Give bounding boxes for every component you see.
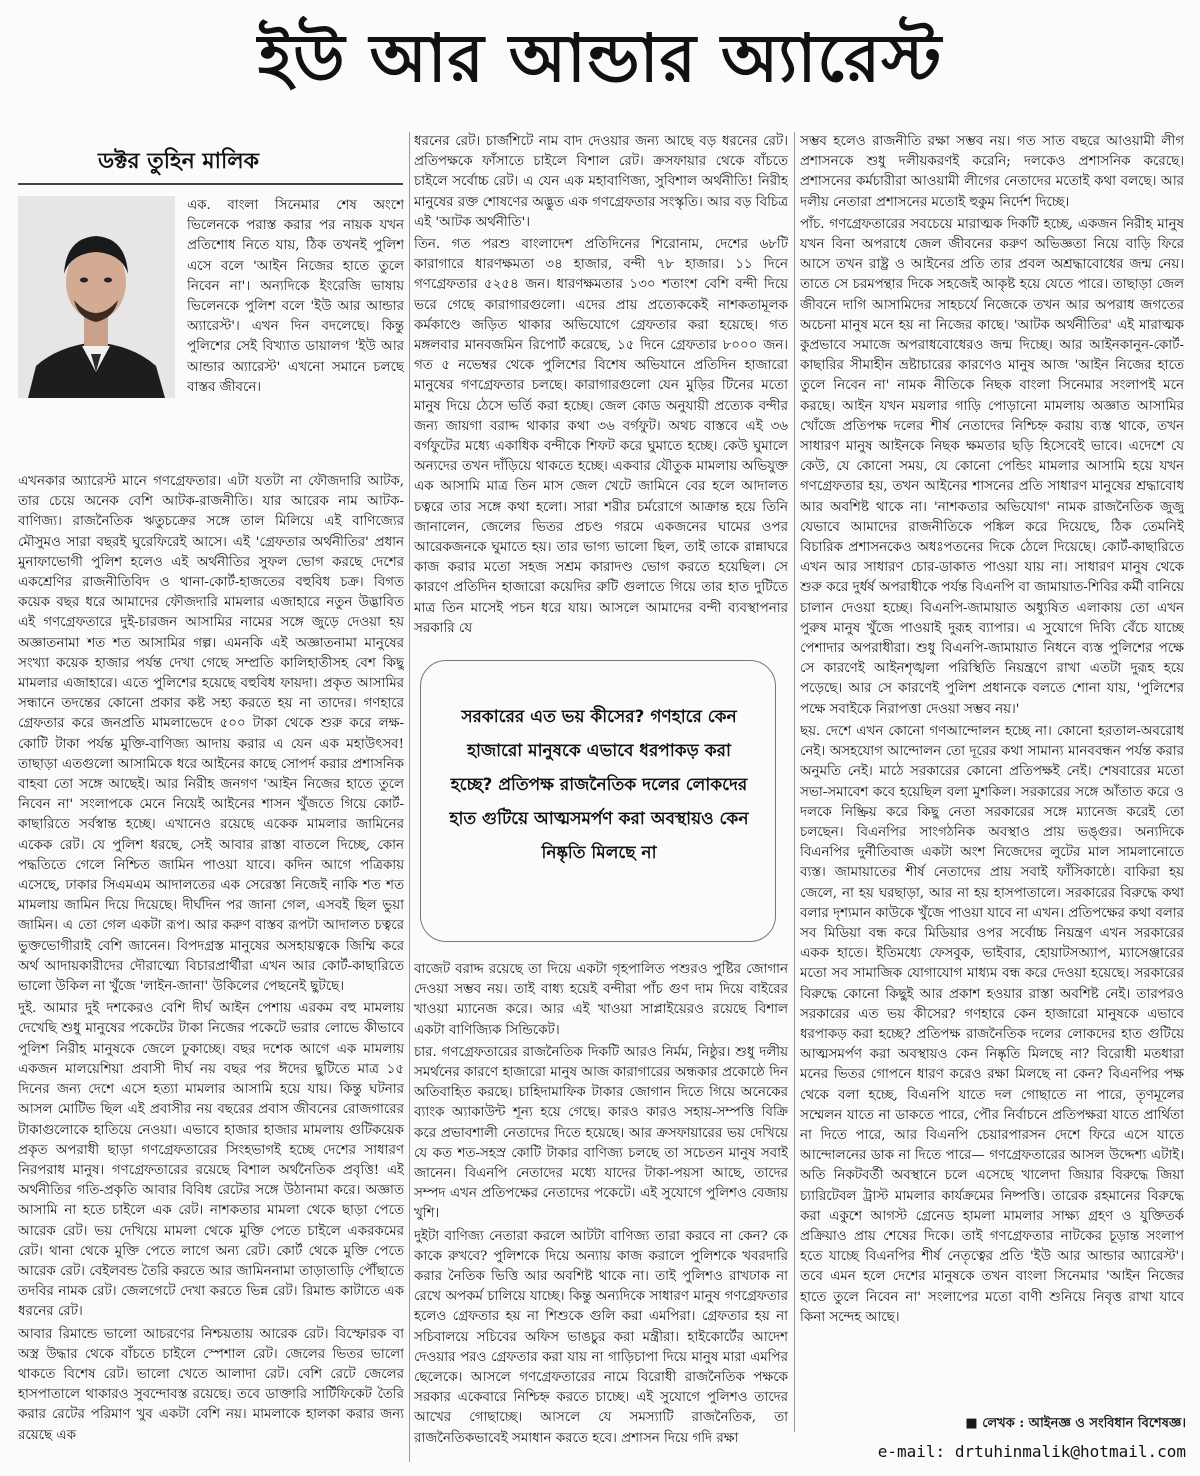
paragraph-section-two: দুই. আমার দুই দশকেরও বেশি দীর্ঘ আইন পেশায় এরকম বহু মামলায় দেখেছি শুধু মানুষের পকেটের টাকা নিজের পকেটে ভরার লোভে কীভাবে পুলিশ নিরীহ মানুষকে জেলে ঢুকাচ্ছে। বছর দশেক আগে এক মামলায় একজন মালয়েশিয়া প্রবাসী দীর্ঘ নয় বছর পর ঈদের ছুটিতে মাত্র ১৫ দিনের জন্য দেশে এসে হত্যা মামলার আসামি হয়ে যায়। কিন্তু ঘটনার আসল মোটিভ ছিল এই প্রবাসীর নয় বছরের প্রবাস জীবনের রোজগারের টাকাগুলোকে হাতিয়ে নেওয়া। এভাবে হাজার হাজার মামলায় গুটিকয়েক প্রকৃত অপরাধী ছাড়া গণগ্রেফতারের সিংহভাগই হচ্ছে দেশের সাধারণ নিরপরাধ মানুষ। গণগ্রেফতারের রয়েছে বিশাল অর্থনৈতিক প্রবৃত্তি! এই অর্থনীতির গতি-প্রকৃতি আবার বিবিধ রেটের সঙ্গে উঠানামা করে। অজ্ঞাত আসামি না হতে চাইলে এক রেট। নাশকতার মামলা থেকে ছাড়া পেতে আরেক রেট। ভয় দেখিয়ে মামলা থেকে মুক্তি পেতে চাইলে একরকমের রেট। থানা থেকে মুক্তি পেতে লাগে অন্য রেট। কোর্ট থেকে মুক্তি পেতে আরেক রেট। বেইলবন্ড তৈরি করতে আর জামিননামা তাড়াতাড়ি পৌঁছাতে তদবির নামক রেট। জেলগেটে দেখা করতে ভিন্ন রেট। রিমান্ড কাটাতে এক ধরনের রেট। <box>18 1001 404 1320</box>
paragraph: দুইটা বাণিজ্য নেতারা করলে আটটা বাণিজ্য তারা করবে না কেন? কে কাকে রুখবে? পুলিশকে দিয়ে অন্যায় কাজ করালে পুলিশকে খবরদারি করার নৈতিক ভিত্তি আর অবশিষ্ট থাকে না। তাই পুলিশও রাখঢাক না রেখে অপকর্ম চালিয়ে যাচ্ছে। কিন্তু অন্যদিকে সাধারণ মানুষ গণগ্রেফতার হলেও গ্রেফতার হয় না শিশুকে গুলি করা এমপিরা। গ্রেফতার হয় না সচিবালয়ে সচিবের অফিস ভাঙচুর করা মন্ত্রীরা। হাইকোর্টের আদেশ দেওয়ার পরও গ্রেফতার করা যায় না গাড়িচাপা দিয়ে মানুষ মারা এমপির ছেলেকে। আসলে গণগ্রেফতারের নামে বিরোধী রাজনৈতিক পক্ষকে সরকার একেবারে নিশ্চিহ্ন করতে চাচ্ছে। এই সুযোগে পুলিশও তাদের আখের গোছাচ্ছে। আসলে যে সমস্যাটি রাজনৈতিক, তা রাজনৈতিকভাবেই সমাধান করতে হবে। প্রশাসন দিয়ে গদি রক্ষা <box>414 1228 788 1446</box>
article-column-2-bottom <box>414 960 788 1470</box>
article-column-1-intro <box>187 196 404 470</box>
byline-rule <box>18 183 403 185</box>
column-divider <box>409 132 410 1462</box>
paragraph-section-five: পাঁচ. গণগ্রেফতারের সবচেয়ে মারাত্মক দিকটি হচ্ছে, একজন নিরীহ মানুষ যখন বিনা অপরাধে জেল জীবনের করুণ অভিজ্ঞতা নিয়ে বাড়ি ফিরে আসে তখন রাষ্ট্র ও আইনের প্রতি তার প্রবল অশ্রদ্ধাবোধের জন্ম নেয়। তাতে সে চরমপন্থার দিকে সহজেই আকৃষ্ট হয়ে যেতে পারে। তাছাড়া জেল জীবনে দাগি আসামিদের সাহচর্যে নিজেকে তখন আর অপরাধ জগতের অচেনা মানুষ মনে হয় না নিজের কাছে। 'আটক অর্থনীতির' এই মারাত্মক কুপ্রভাবে সমাজে অপরাধবোধেরও জন্ম দিচ্ছে। আর আইনকানুন-কোর্ট-কাছারির সীমাহীন ভ্রষ্টাচারের কারণেও মানুষ আজ 'আইন নিজের হাতে তুলে নিবেন না' নামক নীতিকে নিছক বাংলা সিনেমার সংলাপই মনে করছে। আইন যখন ময়লার গাড়ি পোড়ানো মামলায় অজ্ঞাত আসামির খোঁজে প্রতিপক্ষ দলের শীর্ষ নেতাদের নিশ্চিহ্ন করায় ব্যস্ত থাকে, তখন সাধারণ মানুষ আইনকে নিছক ক্ষমতার ছড়ি হিসেবেই ভাবে। এদেশে যে কেউ, যে কোনো সময়, যে কোনো পেন্ডিং মামলার আসামি হয়ে যখন গণগ্রেফতার হয়, তখন আইনের শাসনের প্রতি সাধারণ মানুষের শ্রদ্ধাবোধ আর অবশিষ্ট থাকে না। 'নাশকতার অভিযোগ' নামক রাজনৈতিক জুজু যেভাবে আমাদের রাজনীতিকে পঙ্কিল করে দিয়েছে, ঠিক তেমনিই বিচারিক প্রশাসনকেও অধঃপতনের দিকে ঠেলে দিয়েছে। কোর্ট-কাছারিতে এখন আর সাধারণ চোর-ডাকাত পাওয়া যায় না। সাধারণ মানুষ থেকে শুরু করে দুর্ধর্ষ অপরাধীকে পর্যন্ত বিএনপি বা জামায়াত-শিবির কর্মী বানিয়ে চালান দেওয়া হচ্ছে। বিএনপি-জামায়াত অধ্যুষিত এলাকায় তো এখন পুরুষ মানুষ খুঁজে পাওয়াই দুরূহ ব্যাপার। এ সুযোগে দিব্যি বেঁচে যাচ্ছে পেশাদার অপরাধীরা। শুধু বিএনপি-জামায়াত নিধনে ব্যস্ত পুলিশের পক্ষে সে কারণেই আইনশৃঙ্খলা পরিস্থিতি নিয়ন্ত্রণে রাখা এতটা দুরূহ হয়ে পড়েছে। আর সে কারণেই পুলিশ প্রধানকে বলতে শোনা যায়, 'পুলিশের পক্ষে সবাইকে নিরাপত্তা দেওয়া সম্ভব নয়।' <box>800 216 1184 717</box>
author-photo <box>18 196 175 398</box>
paragraph-intro: এক. বাংলা সিনেমার শেষ অংশে ভিলেনকে পরাস্ত করার পর নায়ক যখন প্রতিশোধ নিতে যায়, ঠিক তখনই পুলিশ এসে বলে 'আইন নিজের হাতে তুলে নিবেন না'। অন্যদিকে ইংরেজি ভাষায় ভিলেনকে পুলিশ বলে 'ইউ আর আন্ডার অ্যারেস্ট'। এখন দিন বদলেছে। কিন্তু পুলিশের সেই বিখ্যাত ডায়ালগ 'ইউ আর আন্ডার অ্যারেস্ট' এখনো সমানে চলছে বাস্তব জীবনে। <box>187 198 404 395</box>
headline: ইউ আর আন্ডার অ্যারেস্ট <box>257 19 943 97</box>
paragraph: ধরনের রেট। চার্জশিটে নাম বাদ দেওয়ার জন্য আছে বড় ধরনের রেট। প্রতিপক্ষকে ফাঁসাতে চাইলে বিশাল রেট। ক্রসফায়ার থেকে বাঁচতে চাইলে সর্বোচ্চ রেট। এ যেন এক মহাবাণিজ্য, সুবিশাল অর্থনীতি! নিরীহ মানুষের রক্ত শোষণের অদ্ভুত এক গণগ্রেফতার সংস্কৃতি। আর বড় বিচিত্র এই 'আটক অর্থনীতি'। <box>414 134 788 230</box>
paragraph: সম্ভব হলেও রাজনীতি রক্ষা সম্ভব নয়। গত সাত বছরে আওয়ামী লীগ প্রশাসনকে শুধু দলীয়করণই করেনি; দলকেও প্রশাসনিক করেছে। প্রশাসনের কর্মচারীরা আওয়ামী লীগের নেতাদের মতোই কথা বলছে। আর দলীয় নেতারা প্রশাসনের মতোই হুকুম নির্দেশ দিচ্ছে। <box>800 134 1184 210</box>
author-portrait-image <box>18 196 175 398</box>
author-credit: ■ লেখক : আইনজ্ঞ ও সংবিধান বিশেষজ্ঞ। <box>965 1416 1186 1431</box>
paragraph-section-three: তিন. গত পরশু বাংলাদেশ প্রতিদিনের শিরোনাম, দেশের ৬৮টি কারাগারে ধারণক্ষমতা ৩৪ হাজার, বন্দী ৭৮ হাজার। ১১ দিনে গণগ্রেফতার ৫২৫৪ জন। ধারণক্ষমতার ১৩০ শতাংশ বেশি বন্দী দিয়ে ভরে গেছে কারাগারগুলো। এদের প্রায় প্রত্যেককেই নাশকতামূলক কর্মকাণ্ডে জড়িত থাকার অভিযোগে গ্রেফতার করা হয়েছে। গত মঙ্গলবার মানবজমিন রিপোর্ট করেছে, ১৫ দিনে গ্রেফতার ৮০০০ জন। গত ৫ নভেম্বর থেকে পুলিশের বিশেষ অভিযানে প্রতিদিন হাজারো মানুষের গণগ্রেফতার চলছে। কারাগারগুলো যেন মুড়ির টিনের মতো মানুষ দিয়ে ঠেসে ভর্তি করা হচ্ছে। জেল কোড অনুযায়ী প্রত্যেক বন্দীর জন্য জায়গা বরাদ্দ থাকার কথা ৩৬ বর্গফুট। অথচ বাস্তবে এই ৩৬ বর্গফুটের মধ্যে একাধিক বন্দীকে শিফট করে ঘুমাতে হচ্ছে। কেউ ঘুমালে অন্যদের তখন দাঁড়িয়ে থাকতে হচ্ছে। একবার যৌতুক মামলায় অভিযুক্ত এক আসামি মাত্র তিন মাস জেল খেটে জামিনে বের হলে আদালত চত্বরে তার সঙ্গে কথা হলো। সারা শরীর চর্মরোগে আক্রান্ত হয়ে তিনি জানালেন, জেলের ভিতর প্রচণ্ড গরমে একজনের ঘামের ওপর আরেকজনকে ঘুমাতে হয়। তার ভাগ্য ভালো ছিল, তাই তাকে রান্নাঘরে কাজ করার মতো সহজ সশ্রম কারাদণ্ড ভোগ করতে হয়েছিল। সে কারণে প্রতিদিন হাজারো কয়েদির রুটি গুলাতে গিয়ে তার হাত দুটিতে মাত্র তিন মাসেই পচন ধরে যায়। আসলে আমাদের বন্দী ব্যবস্থাপনার সরকারি যে <box>414 237 788 636</box>
article-column-1 <box>18 472 404 1472</box>
author-email: e-mail: drtuhinmalik@hotmail.com <box>877 1442 1186 1461</box>
pull-quote-text: সরকারের এত ভয় কীসের? গণহারে কেন হাজারো মানুষকে এভাবে ধরপাকড় করা হচ্ছে? প্রতিপক্ষ রাজনৈতিক দলের লোকদের হাত গুটিয়ে আত্মসমর্পণ করা অবস্থায়ও কেন নিষ্কৃতি মিলছে না <box>449 707 749 863</box>
article-column-3 <box>800 132 1184 1436</box>
author-byline: ডক্টর তুহিন মালিক <box>98 148 260 174</box>
paragraph: বাজেট বরাদ্দ রয়েছে তা দিয়ে একটা গৃহপালিত পশুরও পুষ্টির জোগান দেওয়া সম্ভব নয়। তাই বাধ্য হয়েই বন্দীরা পাঁচ গুণ দাম দিয়ে বাইরের খাওয়া ম্যানেজ করে। আর এই খাওয়া সাপ্লাইয়েরও রয়েছে বিশাল একটা বাণিজ্যিক সিন্ডিকেট। <box>414 962 788 1038</box>
paragraph-section-four: চার. গণগ্রেফতারের রাজনৈতিক দিকটি আরও নির্মম, নিষ্ঠুর। শুধু দলীয় সমর্থনের কারণে হাজারো মানুষ আজ কারাগারের অন্ধকার প্রকোষ্ঠে দিন অতিবাহিত করছে। চাহিদামাফিক টাকার জোগান দিতে গিয়ে অনেকের ব্যাংক অ্যাকাউন্ট শূন্য হয়ে গেছে। কারও কারও সহায়-সম্পত্তি বিক্রি করে প্রভাবশালী নেতাদের দিতে হয়েছে। আর ক্রসফায়ারের ভয় দেখিয়ে যে কত শত-সহস্র কোটি টাকার বাণিজ্য চলছে তা সচেতন মানুষ সবাই জানেন। বিএনপি নেতাদের মধ্যে যাদের টাকা-পয়সা আছে, তাদের সম্পদ এখন প্রতিপক্ষের নেতাদের পকেটে। এই সুযোগে পুলিশও বেজায় খুশি। <box>414 1044 788 1222</box>
paragraph: আবার রিমান্ডে ভালো আচরণের নিশ্চয়তায় আরেক রেট। বিস্ফোরক বা অস্ত্র উদ্ধার থেকে বাঁচতে চাইলে স্পেশাল রেট। জেলের ভিতর ভালো থাকতে বিশেষ রেট। ভালো খেতে আলাদা রেট। বেশি রেটে জেলের হাসপাতালে থাকারও সুবন্দোবস্ত রয়েছে। তবে ডাক্তারি সার্টিফিকেট তৈরি করার রেটের পরিমাণ খুব একটা বেশি নয়। মামলাকে হালকা করার জন্য রয়েছে এক <box>18 1326 404 1443</box>
paragraph: এখনকার অ্যারেস্ট মানে গণগ্রেফতার। এটা যতটা না ফৌজদারি আটক, তার চেয়ে অনেক বেশি আটক-রাজনীতি। যার আরেক নাম আটক-বাণিজ্য। রাজনৈতিক ঋতুচক্রের সঙ্গে তাল মিলিয়ে এই বাণিজ্যের মৌসুমও সারা বছরই ঘুরেফিরেই আসে। এই 'গ্রেফতার অর্থনীতির' প্রধান মুনাফাভোগী পুলিশ হলেও এই অর্থনীতির সুফল ভোগ করছে দেশের একশ্রেণির রাজনীতিবিদ ও থানা-কোর্ট-হাজতের বহুবিধ চক্র। বিগত কয়েক বছর ধরে আমাদের ফৌজদারি মামলার এজাহারে নতুন উদ্ভাবিত এই গণগ্রেফতারে দুই-চারজন আসামির নামের সঙ্গে জুড়ে দেওয়া হয় অজ্ঞাতনামা শত শত আসামির গল্প। এমনকি এই অজ্ঞাতনামা মানুষের সংখ্যা কয়েক হাজার পর্যন্ত দেখা গেছে সম্প্রতি কালিহাতীসহ বেশ কিছু মামলার এজাহারে। এতে পুলিশের হয়েছে বহুবিধ ফায়দা। প্রকৃত আসামির সন্ধানে তদন্তের কোনো প্রকার কষ্ট সহ্য করতে হয় না তাদের। গণহারে গ্রেফতার করে জনপ্রতি মামলাভেদে ৫০০ টাকা থেকে শুরু করে লক্ষ-কোটি টাকা পর্যন্ত মুক্তি-বাণিজ্য আদায় করার এ যেন এক মহাউৎসব! তাছাড়া এতগুলো আসামিকে ধরে আইনের কাছে সোপর্দ করার প্রশাসনিক বাহবা তো সঙ্গে আছেই। আর নিরীহ জনগণ 'আইন নিজের হাতে তুলে নিবেন না' সংলাপকে মেনে নিয়েই আইনের শাসন খুঁজতে গিয়ে কোর্ট-কাছারিতে সর্বস্বান্ত হচ্ছে। এখানেও রয়েছে একেক মামলার জামিনের একেক রেট। যে পুলিশ ধরছে, সেই আবার রাস্তা বাতলে দিচ্ছে, কোন পদ্ধতিতে গেলে নিশ্চিত জামিন পাওয়া যাবে। কদিন আগে পত্রিকায় এসেছে, ঢাকার সিএমএম আদালতের এক সেরেস্তা নিজেই নাকি শত শত মামলায় জামিন দিয়ে দিয়েছে। দীর্ঘদিন পর জানা গেল, এসবই ছিল ভুয়া জামিন। এ তো গেল একটা রূপ। আর করুণ বাস্তব রূপটা আদালত চত্বরে ভুক্তভোগীরাই বেশি জানেন। বিপদগ্রস্ত মানুষের অসহায়ত্বকে জিম্মি করে অর্থ আদায়কারীদের দৌরাত্ম্যে বিচারপ্রার্থীরা এখন আর কোর্ট-কাছারিতে ভালো উকিল না খুঁজে 'লাইন-জানা' উকিলের পেছনেই ছুটছে। <box>18 474 404 995</box>
paragraph-section-six: ছয়. দেশে এখন কোনো গণআন্দোলন হচ্ছে না। কোনো হরতাল-অবরোধ নেই। অসহযোগ আন্দোলন তো দূরের কথা সামান্য মানববন্ধন পর্যন্ত করার অনুমতি নেই। মাঠে সরকারের কোনো প্রতিপক্ষই নেই। শেষবারের মতো সভা-সমাবেশ কবে হয়েছিল বলা মুশকিল। সরকারের সঙ্গে আঁতাত করে ও দলকে নিষ্ক্রিয় করে কিছু নেতা সরকারের সঙ্গে ম্যানেজ করেই তো চলছেন। বিএনপির সাংগঠনিক অবস্থাও প্রায় ভঙ্গুর। অন্যদিকে বিএনপির দুর্নীতিবাজ একটা অংশ নিজেদের লুটের মাল সামলানোতে ব্যস্ত। জামায়াতের শীর্ষ নেতাদের প্রায় সবাই ফাঁসিকাষ্ঠে। বাকিরা হয় জেলে, না হয় ঘরছাড়া, আর না হয় হাসপাতালে। সরকারের বিরুদ্ধে কথা বলার দৃশ্যমান কাউকে খুঁজে পাওয়া যাবে না এখন। প্রতিপক্ষের কথা বলার সব মিডিয়া বন্ধ করে মিডিয়ার ওপর সর্বোচ্চ নিয়ন্ত্রণ এখন সরকারের একক হাতে। ইতিমধ্যে ফেসবুক, ভাইবার, হোয়াটসঅ্যাপ, ম্যাসেঞ্জারের মতো সব সামাজিক যোগাযোগ মাধ্যম বন্ধ করে দেওয়া হয়েছে। সরকারের বিরুদ্ধে কোনো কিছুই আর প্রকাশ হওয়ার রাস্তা অবশিষ্ট নেই। তারপরও সরকারের এত ভয় কীসের? গণহারে কেন হাজারো মানুষকে এভাবে ধরপাকড় করা হচ্ছে? প্রতিপক্ষ রাজনৈতিক দলের লোকদের হাত গুটিয়ে আত্মসমর্পণ করা অবস্থায়ও কেন নিষ্কৃতি মিলছে না? বিরোধী মতধারা মনের ভিতর গোপনে ধারণ করেও রক্ষা মিলছে না কেন? বিএনপির পক্ষ থেকে বলা হচ্ছে, বিএনপি যাতে দল গোছাতে না পারে, তৃণমূলের সম্মেলন যাতে না ডাকতে পারে, পৌর নির্বাচনে প্রতিপক্ষরা যাতে প্রার্থিতা না দিতে পারে, আর বিএনপি চেয়ারপারসন দেশে ফিরে এসে যাতে আন্দোলনের ডাক না দিতে পারে— গণগ্রেফতারের আসল উদ্দেশ্য এটাই। অতি নিকটবর্তী অবস্থানে চলে এসেছে খালেদা জিয়ার বিরুদ্ধে জিয়া চ্যারিটেবল ট্রাস্ট মামলার কার্যক্রমের নিষ্পত্তি। তারেক রহমানের বিরুদ্ধে করা একুশে আগস্ট গ্রেনেড হামলা মামলার সাক্ষ্য গ্রহণ ও যুক্তিতর্ক প্রক্রিয়াও প্রায় শেষের দিকে। তাই গণগ্রেফতার নাটকের চূড়ান্ত সংলাপ হতে যাচ্ছে বিএনপির শীর্ষ নেতৃত্বের প্রতি 'ইউ আর আন্ডার অ্যারেস্ট'। তবে এমন হলে দেশের মানুষকে তখন বাংলা সিনেমার 'আইন নিজের হাতে তুলে নিবেন না' সংলাপের মতো বাণী শুনিয়ে নিবৃত্ত রাখা যাবে কিনা সন্দেহ আছে। <box>800 723 1184 1325</box>
column-divider <box>794 132 795 1432</box>
article-column-2-top <box>414 132 788 648</box>
